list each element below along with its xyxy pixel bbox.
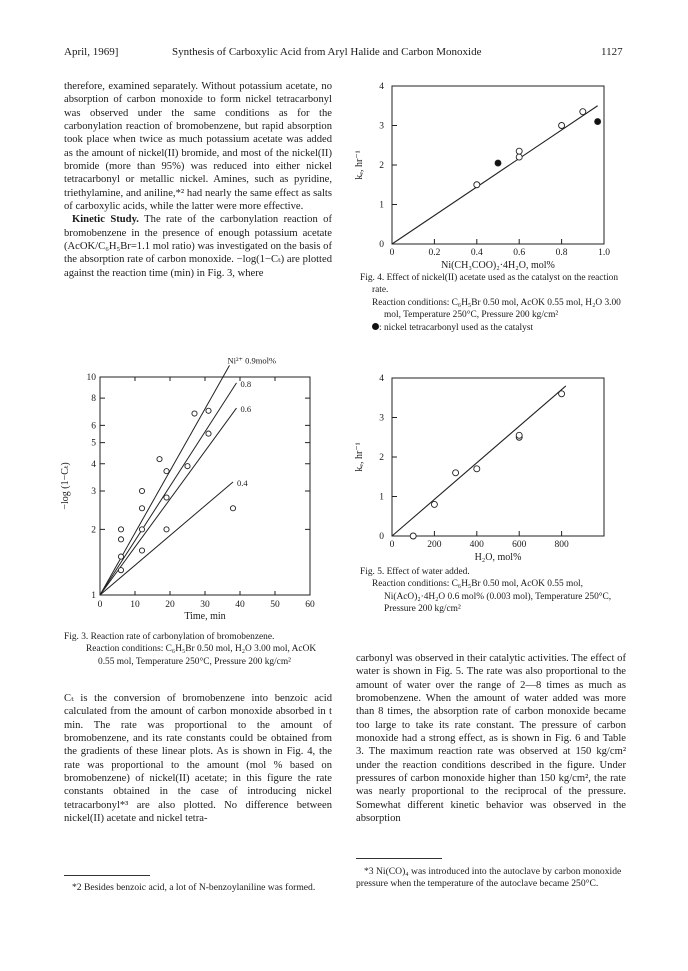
fig3-ytick-label: 8	[91, 394, 96, 405]
fig3-data-point	[118, 568, 123, 573]
fig5-xtick-label: 400	[469, 540, 484, 550]
fig3-data-point	[164, 527, 169, 532]
filled-circle-icon	[372, 323, 379, 330]
footnote-2: *2 Besides benzoic acid, a lot of N-benzoylaniline was formed.	[72, 882, 316, 893]
fig3-xtick-label: 50	[270, 600, 280, 610]
fig4-data-point	[474, 182, 480, 188]
fig4-ytick-label: 1	[379, 200, 384, 211]
fig4-ytick-label: 0	[379, 240, 384, 250]
fig4-chart	[348, 78, 638, 271]
fig4-conditions: Reaction conditions: C₆H₅Br 0.50 mol, AcOK 0.55 mol, H₂O 3.00 mol, Temperature 250°C, Pressure 200 kg/cm²	[372, 297, 621, 321]
fig3-xtick-label: 10	[130, 600, 140, 610]
fig3-xtick-label: 40	[235, 600, 245, 610]
fig5-data-point	[410, 533, 416, 539]
fig3-xtick-label: 30	[200, 600, 210, 610]
fig3-series-label: Ni²⁺ 0.9mol%	[227, 355, 277, 366]
fig5-ytick-label: 2	[379, 453, 384, 463]
fig4-ytick-label: 2	[379, 161, 384, 171]
fig5-ytick-label: 0	[379, 532, 384, 542]
fig3-data-point	[139, 488, 144, 493]
running-header-date: April, 1969]	[64, 46, 119, 58]
paragraph-4: carbonyl was observed in their catalytic activities. The effect of water is shown in Fig. 5. The rate was also proportional to the amount of water over the range of 2—8 times as much as bromobenzene. When the amount of water added was more than 8 times, the absorption rate of carbon monoxide became too large to take its rate constant. The pressure of carbon monoxide had a strong effect, as is shown in Fig. 6 and Table 3. The maximum reaction rate was observed at 150 kg/cm² under the reaction conditions described in the figure. Under pressures of carbon monoxide higher than 150 kg/cm², the rate was nearly proportional to the reciprocal of the pressure. Somewhat different kinetic behavior was observed in the absorption	[356, 653, 626, 825]
fig4-data-point	[595, 119, 601, 125]
fig5-conditions: Reaction conditions: C₆H₅Br 0.50 mol, AcOK 0.55 mol, Ni(AcO)₂·4H₂O 0.6 mol% (0.003 mol), Temperature 250°C, Pressure 200 kg/cm²	[372, 579, 612, 615]
fig3-conditions: Reaction conditions: C₆H₅Br 0.50 mol, H₂O 3.00 mol, AcOK 0.55 mol, Temperature 250°C, Pressure 200 kg/cm²	[86, 644, 317, 667]
fig3-data-point	[139, 548, 144, 553]
fig4-title: Fig. 4. Effect of nickel(II) acetate used as the catalyst on the reaction rate.	[360, 273, 619, 296]
fig4-data-point	[516, 154, 522, 160]
fig3-title: Fig. 3. Reaction rate of carbonylation of bromobenzene.	[64, 632, 275, 642]
fig3-data-point	[118, 537, 123, 542]
fig3-ytick-label: 3	[91, 486, 96, 497]
fig4-xtick-label: 0.8	[555, 248, 568, 258]
fig4-xtick-label: 0.4	[470, 248, 483, 258]
fig4-data-point	[516, 148, 522, 154]
fig4-yaxis-label: kₑ, hr⁻¹	[354, 150, 365, 180]
fig3-data-point	[157, 457, 162, 462]
paragraph-3: Cₜ is the conversion of bromobenzene into benzoic acid calculated from the amount of carbon monoxide absorbed in t min. The rate was proportional to the amount of bromobenzene, and its rate constants could be obtained from the gradients of these linear plots. As is shown in Fig. 4, the rate was proportional to the amount (mol % based on bromobenzene) of nickel(II) acetate; in this figure the rate constants obtained in the case of introducing nickel tetracarbonyl*³ are also plotted. No difference between nickel(II) acetate and nickel tetra-	[64, 693, 332, 825]
fig3-series-label: 0.8	[240, 378, 252, 389]
fig3-series-line	[100, 365, 230, 595]
left-bottom-text	[64, 692, 332, 825]
fig3-ytick-label: 6	[91, 421, 96, 432]
fig4-xtick-label: 0	[389, 248, 395, 258]
fig5-xtick-label: 200	[427, 540, 442, 550]
fig3-data-point	[206, 408, 211, 413]
fig3-xtick-label: 60	[305, 600, 315, 610]
fig4-data-point	[559, 123, 565, 129]
fig4-legend-text: : nickel tetracarbonyl used as the catalyst	[379, 322, 534, 333]
fig5-chart	[348, 370, 638, 563]
fig5-fit-line	[392, 386, 566, 536]
fig5-plot-frame	[392, 378, 604, 536]
fig5-ytick-label: 3	[379, 413, 384, 424]
fig3-ytick-label: 2	[91, 525, 96, 536]
fig5-data-point	[453, 470, 459, 476]
fig3-data-point	[185, 464, 190, 469]
fig3-series-label: 0.6	[240, 404, 252, 415]
fig5-data-point	[516, 432, 522, 438]
fig3-data-point	[192, 411, 197, 416]
fig4-xtick-label: 0.2	[428, 248, 441, 258]
fig3-data-point	[230, 506, 235, 511]
fig3-data-point	[164, 495, 169, 500]
fig3-chart	[52, 355, 332, 633]
fig4-ytick-label: 3	[379, 121, 384, 132]
fig3-ytick-label: 4	[91, 459, 96, 470]
fig3-caption	[64, 631, 332, 668]
fig4-legend	[360, 322, 628, 334]
fig3-series-label: 0.4	[237, 477, 248, 488]
fig3-xaxis-label: Time, min	[184, 611, 226, 622]
fig5-xtick-label: 600	[512, 540, 527, 550]
fig5-data-point	[559, 391, 565, 397]
fig3-data-point	[139, 506, 144, 511]
fig5-data-point	[474, 466, 480, 472]
paragraph-1: therefore, examined separately. Without potassium acetate, no absorption of carbon monoxide to form nickel tetracarbonyl was observed under the same conditions as for the carbonylation reaction of bromobenzene, but rapid absorption took place when twice as much potassium acetate was added as the amount of nickel(II) bromide, and most of the nickel(II) bromide (more than 95%) was reduced into either nickel tetracarbonyl or metallic nickel. Amines, such as pyridine, triethylamine, and aniline,*² had nearly the same effect as salts of carboxylic acids, while the latter were more effective.	[64, 81, 332, 213]
kinetic-study-heading: Kinetic Study.	[72, 214, 139, 226]
fig3-data-point	[164, 469, 169, 474]
fig4-xtick-label: 0.6	[513, 248, 526, 258]
fig5-ytick-label: 1	[379, 492, 384, 503]
fig4-caption	[360, 272, 628, 334]
fig3-ytick-label: 10	[86, 373, 96, 383]
fig4-ytick-label: 4	[379, 82, 384, 92]
fig5-title: Fig. 5. Effect of water added.	[360, 567, 470, 577]
fig4-data-point	[495, 160, 501, 166]
fig5-yaxis-label: kₑ, hr⁻¹	[354, 442, 365, 472]
fig5-xtick-label: 800	[554, 540, 569, 550]
fig5-xtick-label: 0	[389, 540, 395, 550]
fig3-series-line	[100, 383, 237, 595]
running-header-title: Synthesis of Carboxylic Acid from Aryl Halide and Carbon Monoxide	[172, 46, 482, 58]
paragraph-2-text: The rate of the carbonylation reaction of bromobenzene in the presence of enough potassium acetate (AcOK/C₆H₅Br=1.1 mol ratio) was investigated on the basis of the absorption rate of carbon monoxide. −log(1−Cₜ) are plotted against the reaction time (min) in Fig. 3, where	[64, 214, 332, 279]
fig4-fit-line	[392, 106, 598, 244]
fig3-ytick-label: 5	[91, 438, 96, 449]
fig5-xaxis-label: H₂O, mol%	[474, 552, 522, 563]
fig3-yaxis-label: −log (1−Cₜ)	[60, 462, 71, 510]
fig3-data-point	[118, 554, 123, 559]
footnote-rule-left	[64, 875, 150, 876]
fig4-xtick-label: 1.0	[598, 248, 610, 258]
footnote-rule-right	[356, 858, 442, 859]
page-number: 1127	[601, 46, 623, 58]
fig5-caption	[360, 566, 628, 616]
fig3-xtick-label: 0	[97, 600, 103, 610]
left-top-text	[64, 80, 332, 280]
fig5-ytick-label: 4	[379, 374, 384, 384]
paragraph-2	[64, 213, 332, 280]
fig3-series-line	[100, 408, 237, 595]
fig3-xtick-label: 20	[165, 600, 175, 610]
fig4-xaxis-label: Ni(CH₃COO)₂·4H₂O, mol%	[441, 260, 555, 271]
fig3-ytick-label: 1	[91, 591, 96, 601]
right-bottom-text	[356, 652, 626, 825]
footnote-3: *3 Ni(CO)₄ was introduced into the autoclave by carbon monoxide pressure when the temperature of the autoclave became 250°C.	[356, 866, 622, 889]
fig3-data-point	[139, 527, 144, 532]
fig3-data-point	[206, 431, 211, 436]
fig3-data-point	[118, 527, 123, 532]
fig5-data-point	[431, 501, 437, 507]
fig4-data-point	[580, 109, 586, 115]
